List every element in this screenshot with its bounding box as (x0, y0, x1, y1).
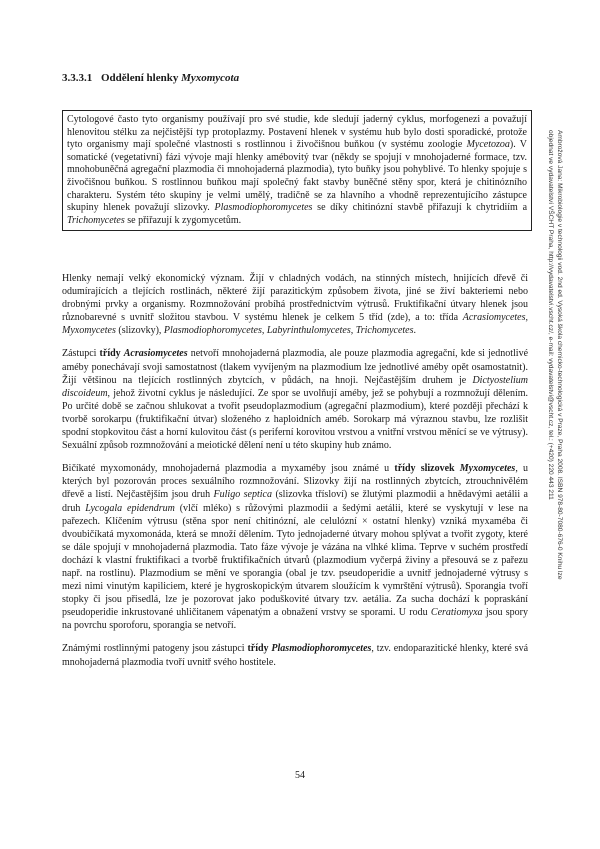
boxed-intro: Cytologové často tyto organismy používají pro své studie, kde sledují jaderný cyklus, morfogenezi a považují hlenovitou stélku za nejčistější typ protoplazmy. Postavení hlenek v systému hub bylo dosti sporadické, protože tyto organismy mají společné vlastnosti s rostlinnou i živočišnou buňkou (v systému zoologie Mycetozoa). V somatické (vegetativní) fázi vývoje mají hlenky amébovitý tvar (někdy se spojují v mnohojaderné formace, tzv. mnohobuněčná agregační plazmodia či mnohojaderná plazmodia), tyto buňky jsou pohyblivé. To hlenky spojuje s živočišnou buňkou. S rostlinnou buňkou mají společný fakt stavby buněčné stěny spor, která je chitinózního charakteru. Systém této skupiny je velmi umělý, tradičně se za hlavního a vhodně reprezentujícího zástupce skupiny hlenek považují slizovky. Plasmodiophoromycetes se díky chitinózní stavbě přiřazují k chytridiím a Trichomycetes se přiřazují k zygomycetům. (62, 110, 532, 231)
section-heading (62, 72, 239, 84)
paragraph-plasmodiophoromycetes: Známými rostlinnými patogeny jsou zástupci třídy Plasmodiophoromycetes, tzv. endoparazitické hlenky, které svá mnohojaderná plazmodia tvoří uvnitř svého hostitele. (62, 643, 529, 668)
body-text (62, 272, 528, 679)
section-title: Oddělení hlenky Myxomycota (101, 72, 240, 84)
side-copyright-note: Ambrožová Jana: Mikrobiologie v technologii vod. 2nd ed. Vysoká škola chemicko-technologická v Praze, Praha 2008. ISBN 978-80-7080-676-0 Knihu lze objednat ve vydavatelství VŠCHT Praha, http://vydavatelstvi.vscht.cz/, e-mail: vydavatelstvi@vscht.cz, tel.: (+420) 220 443 211 (547, 130, 563, 580)
page-number: 54 (295, 770, 305, 781)
paragraph-overview: Hlenky nemají velký ekonomický význam. Žijí v chladných vodách, na stinných místech, hnijících dřevě či odumírajících a tlejících rostlinách, některé žijí parazitickým způsobem života, jiné se živí bakteriemi nebo drobnými prvky a organismy. Rozmnožování probíhá prostřednictvím výtrusů. Fruktifikační útvary hlenek jsou různobarevné s uvnitř složitou stavbou. V systému hlenek je celkem 5 tříd (zde), a to: třída Acrasiomycetes, Myxomycetes (slizovky), Plasmodiophoromycetes, Labyrinthulomycetes, Trichomycetes. (62, 273, 528, 337)
paragraph-myxomycetes: Bičíkaté myxomonády, mnohojaderná plazmodia a myxaméby jsou známé u třídy slizovek Myxomycetes, u kterých byl pozorován proces sexuálního rozmnožování. Slizovky žijí na rostlinných zbytcích, ztrouchnivělém dřevě a listí. Nejčastějším jsou druh Fuligo septica (slizovka třísloví) se žlutými plazmodii a hnědavými aetálii a druh Lycogala epidendrum (vlčí mléko) s růžovými plazmodii a šedými aetálii, které se vyskytují v lese na pařezech. Klíčením výtrusu (stěna spor není chitinózní, ale celulózní × ostatní hlenky) vzniká myxaméba či dvoubičíkatá myxomonáda, která se množí dělením. Tyto jednojaderné útvary mohou splývat a tvořit zygoty, které se dále spojují v mnohojaderná plazmodia. Tato fáze vývoje je vázána na vlhké klima. Teprve v suchém prostředí dochází k vlastní fruktifikaci a tvorbě fruktifikačních útvarů (plazmodium vyčerpá živiny a přesouvá se z pařezu např. na rostlinu). Plazmodium se mění ve sporangia (obal je tzv. pseudoperidie a uvnitř jednojaderné výtrusy s mezi nimi vinutým kapiliciem, které je hygroskopickým útvarem sloužícím k vymrštění výtrusů). Sporangia tvoří stopky či jsou přisedlá, lze je pozorovat jako poduškovité útvary tzv. aetália. Za sucha dochází k popraskání pseudoperidie inkrustované uhličitanem vápenatým a obnažení vrstvy se sporami. U rodu Ceratiomyxa jsou spory na povrchu sporoforu, sporangia se netvoří. (62, 463, 529, 632)
paragraph-acrasiomycetes: Zástupci třídy Acrasiomycetes netvoří mnohojaderná plazmodia, ale pouze plazmodia agregační, kde si jednotlivé améby ponechávají svoji samostatnost (tlakem vyvíjeným na plazmodium lze jednotlivé améby opět osamostatnit). Žijí většinou na tlejících rostlinných zbytcích, v půdách, na hnoji. Nejčastějším druhem je Dictyostelium discoideum, jehož životní cyklus je následující. Ze spor se uvolňují améby, jež se pohybují a rozmnožují dělením. Po určité době se začnou shlukovat a tvořit pseudoplazmodium (agregační plazmodium), které později přechází k tvorbě sorokarpu (fruktifikační útvar) složeného z haploidních améb. Sorokarp má výraznou stavbu, lze rozlišit spodní stopkovitou část a horní kulovitou část (s periferní korovitou vrstvou a vnitřní vrstvou měnící se ve výtrusy). Sexuální způsob rozmnožování a meiotické dělení není u této skupiny hub známo. (62, 348, 529, 452)
section-number: 3.3.3.1 (62, 72, 93, 84)
